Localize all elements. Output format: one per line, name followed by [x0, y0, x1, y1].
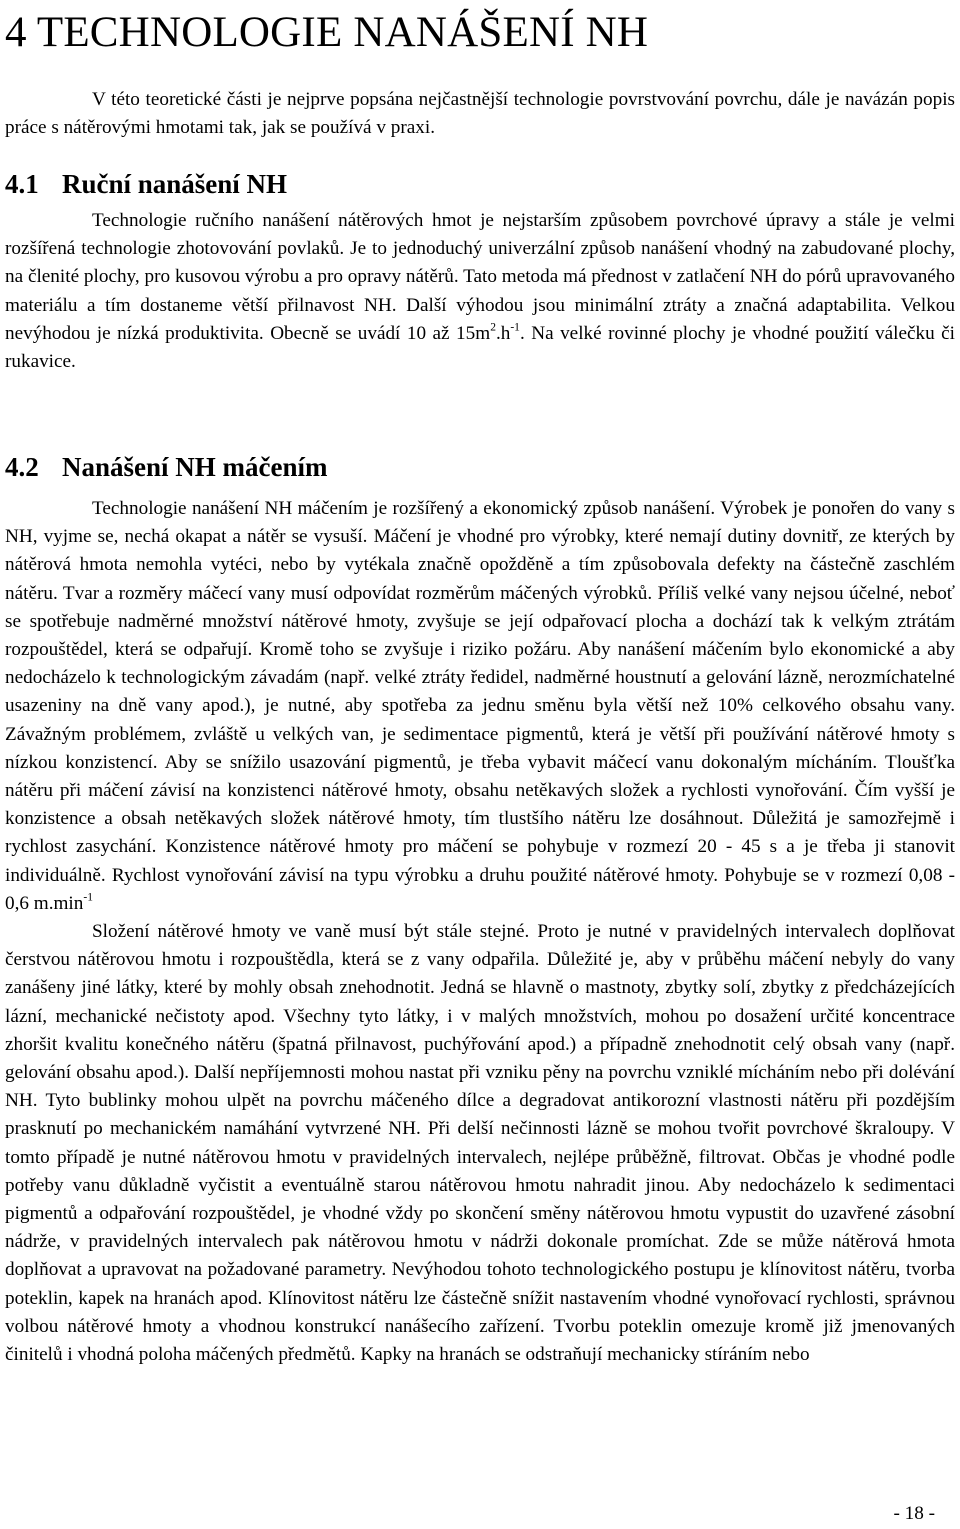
section-title: Nanášení NH máčením: [62, 452, 328, 482]
section-number: 4.1: [5, 169, 39, 199]
section-4-2-body: [5, 495, 955, 1369]
section-4-1-body: [5, 207, 955, 376]
chapter-intro: [5, 86, 955, 142]
section-title: Ruční nanášení NH: [62, 169, 288, 199]
page-number: - 18 -: [893, 1503, 935, 1524]
chapter-title: 4 TECHNOLOGIE NANÁŠENÍ NH: [5, 9, 649, 56]
superscript: -1: [83, 891, 93, 904]
intro-paragraph: V této teoretické části je nejprve popsána nejčastnější technologie povrstvování povrchu, dále je navázán popis práce s nátěrovými hmotami tak, jak se používá v praxi.: [5, 89, 955, 139]
paragraph-text: Technologie nanášení NH máčením je rozšířený a ekonomický způsob nanášení. Výrobek je ponořen do vany s NH, vyjme se, nechá okapat a nátěr se vysuší. Máčení je vhodné pro výrobky, které nemají dutiny dovnitř, ze kterých by nátěrová hmota nemohla vytéci, nebo by vytékala značně opožděně a tím způsobovala defekty na částečně zaschlém nátěru. Tvar a rozměry máčecí vany musí odpovídat rozměrům máčených výrobků. Příliš velké vany nejsou účelné, neboť se spotřebuje nadměrné množství nátěrové hmoty, zvyšuje se její odpařovací plocha a dochází tak k velkým ztrátám rozpouštědel, která se odpařují. Kromě toho se zvyšuje i riziko požáru. Aby nanášení máčením bylo ekonomické a aby nedocházelo k technologickým závadám (např. velké ztráty ředidel, nadměrné houstnutí a gelování lázně, nerozmíchatelné usazeniny na dně vany apod.), je nutné, aby spotřeba za jednu směnu byla větší než 10% celkového obsahu vany. Závažným problémem, zvláště u velkých van, je sedimentace pigmentů, která je větší při používání nátěrové hmoty s nízkou konzistencí. Aby se snížilo usazování pigmentů, je třeba vybavit máčecí vanu dokonalým mícháním. Tloušťka nátěru při máčení závisí na konzistenci nátěrové hmoty, obsahu netěkavých složek a rychlosti vynořování. Čím vyšší je konzistence a obsah netěkavých složek nátěrové hmoty, tím tlustšího nátěru lze dosáhnout. Důležitá je samozřejmě i rychlost zasychání. Konzistence nátěrové hmoty pro máčení se pohybuje v rozmezí 20 - 45 s a je třeba ji stanovit individuálně. Rychlost vynořování závisí na typu výrobku a druhu použité nátěrové hmoty. Pohybuje se v rozmezí 0,08 - 0,6 m.min: [5, 498, 955, 914]
section-4-2-paragraph-2: Složení nátěrové hmoty ve vaně musí být stále stejné. Proto je nutné v pravidelných intervalech doplňovat čerstvou nátěrovou hmotu i rozpouštědla, která se z vany odpařila. Důležité je, aby v průběhu máčení nebyly do vany zanášeny jiné látky, které by mohly obsah znehodnotit. Jedná se hlavně o mastnoty, zbytky solí, zbytky z předcházejících lázní, mechanické nečistoty apod. Všechny tyto látky, i v malých množstvích, mohou po dosažení určité koncentrace zhoršit kvalitu konečného nátěru (špatná přilnavost, puchýřování apod.) a případně znehodnotit celý obsah vany (např. gelování obsahu apod.). Další nepříjemnosti mohou nastat při vzniku pěny na povrchu vzniklé mícháním nebo při dolévání NH. Tyto bublinky mohou ulpět na povrchu máčeného dílce a degradovat antikorozní vlastnosti nátěru při pozdějším prasknutí po mechanickém namáhání vytvrzené NH. Při delší nečinnosti lázně se mohou tvořit povrchové škraloupy. V tomto případě je nutné nátěrovou hmotu v pravidelných intervalech, nejlépe průběžně, filtrovat. Občas je vhodné podle potřeby vanu důkladně vyčistit a eventuálně starou nátěrovou hmotu nahradit jinou. Aby nedocházelo k sedimentaci pigmentů a odpařování rozpouštědel, je vhodné vždy po skončení směny nátěrovou hmotu vypustit do uzavřené zásobní nádrže, v pravidelných intervalech pak nátěrovou hmotu v nádrži dokonale promíchat. Zde se může nátěrová hmota doplňovat a upravovat na požadované parametry. Nevýhodou tohoto technologického postupu je klínovitost nátěru, tvorba poteklin, kapek na hranách apod. Klínovitost nátěru lze částečně snížit nastavením vhodné vynořovací rychlosti, správnou volbou nátěrové hmoty a vhodnou konstrukcí nanášecího zařízení. Tvorbu poteklin omezuje kromě již jmenovaných činitelů i vhodná poloha máčených předmětů. Kapky na hranách se odstraňují mechanicky stíráním nebo: [5, 921, 955, 1366]
superscript: 2: [490, 321, 496, 334]
paragraph-text: . Na velké rovinné plochy je vhodné použití válečku či rukavice.: [5, 322, 956, 373]
section-4-2-paragraph-1: [5, 495, 955, 918]
section-4-1-paragraph: [5, 207, 955, 376]
section-number: 4.2: [5, 452, 39, 482]
section-heading-4-2: [5, 450, 328, 484]
superscript: -1: [510, 321, 520, 334]
paragraph-text: .h: [495, 322, 511, 344]
paragraph-text: Technologie ručního nanášení nátěrových hmot je nejstarším způsobem povrchové úpravy a stále je velmi rozšířená technologie zhotovování povlaků. Je to jednoduchý univerzální způsob nanášení vhodný na zabudované plochy, na členité plochy, pro kusovou výrobu a pro opravy nátěrů. Tato metoda má přednost v zatlačení NH do pórů upravovaného materiálu a tím dostaneme větší přilnavost NH. Další výhodou jsou minimální ztráty a značná adaptabilita. Velkou nevýhodou je nízká produktivita. Obecně se uvádí 10 až 15m: [5, 210, 955, 344]
section-heading-4-1: [5, 167, 287, 201]
